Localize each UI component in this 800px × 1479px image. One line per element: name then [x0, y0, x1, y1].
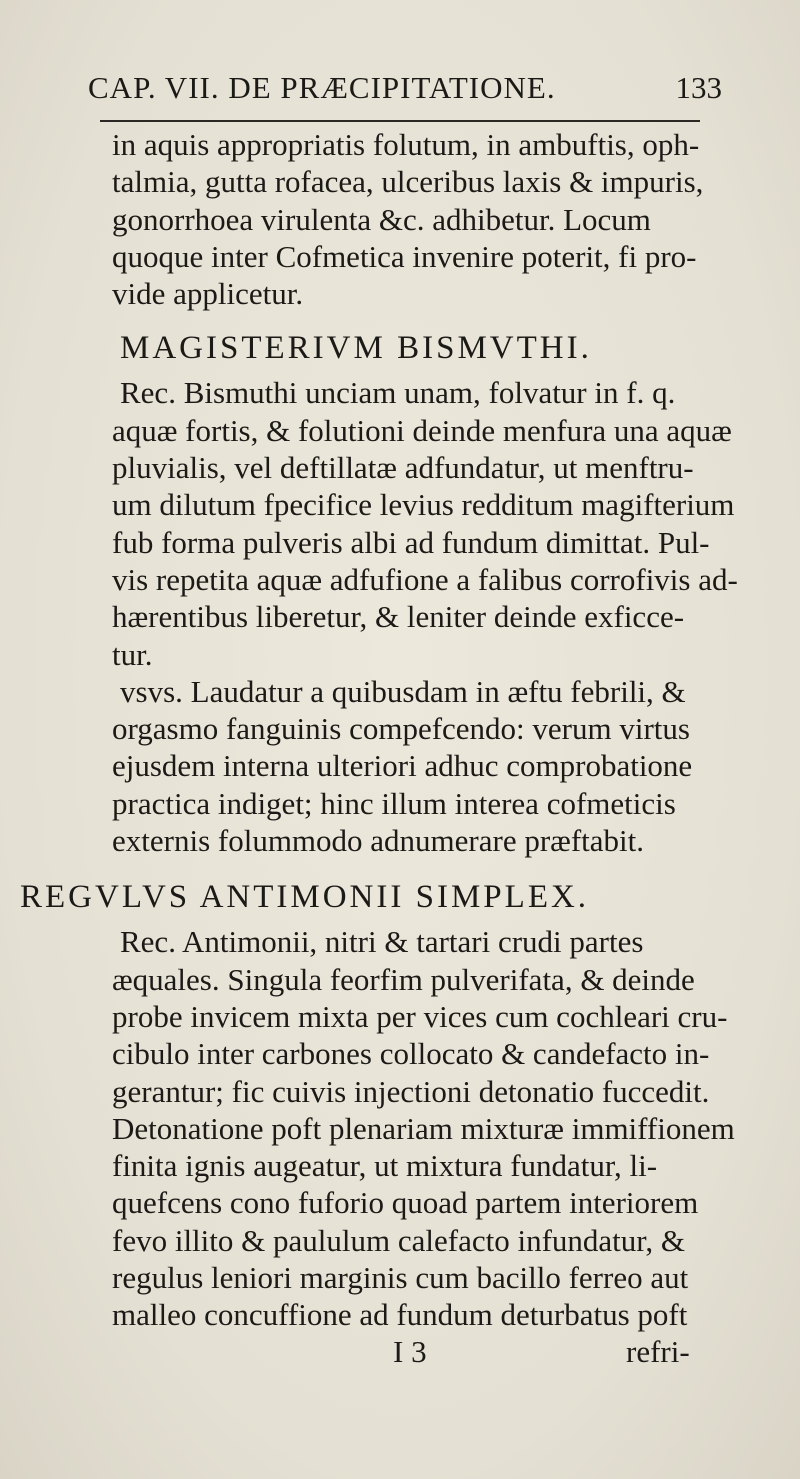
page-footer — [20, 1334, 780, 1371]
page-body — [20, 126, 780, 1371]
text-line: externis folummodo adnumerare præftabit. — [112, 823, 645, 859]
text-line: malleo concuffione ad fundum deturbatus poft — [112, 1297, 688, 1333]
page-number: 133 — [675, 70, 722, 105]
text-line: um dilutum fpecifice levius redditum magifterium — [112, 487, 735, 523]
text-line: pluvialis, vel deftillatæ adfundatur, ut menftru- — [112, 450, 694, 486]
text-line: Rec. Bismuthi unciam unam, folvatur in f. q. — [120, 375, 676, 411]
catchword: refri- — [626, 1333, 690, 1369]
text-line: practica indiget; hinc illum interea cofmeticis — [112, 785, 676, 821]
text-line: vsvs. Laudatur a quibusdam in æftu febrili, & — [120, 673, 686, 709]
section-regulus — [20, 923, 780, 1333]
signature-mark: I 3 — [393, 1333, 427, 1369]
text-line: quoque inter Cofmetica invenire poterit, fi pro- — [112, 238, 697, 274]
text-line: orgasmo fanguinis compefcendo: verum virtus — [112, 711, 690, 747]
section-heading-regulus: REGVLVS ANTIMONII SIMPLEX. — [20, 879, 590, 916]
text-line: in aquis appropriatis folutum, in ambuftis, oph- — [112, 127, 700, 162]
text-line: aquæ fortis, & folutioni deinde menfura una aquæ — [112, 412, 732, 448]
section-heading-magisterium: MAGISTERIVM BISMVTHI. — [120, 330, 592, 367]
text-line: fub forma pulveris albi ad fundum dimittat. Pul- — [112, 524, 710, 560]
text-line: talmia, gutta rofacea, ulceribus laxis & impuris, — [112, 164, 704, 200]
text-line: gonorrhoea virulenta &c. adhibetur. Locum — [112, 201, 651, 237]
text-line: vide applicetur. — [112, 276, 304, 312]
text-line: gerantur; fic cuivis injectioni detonatio fuccedit. — [112, 1073, 710, 1109]
text-line: æquales. Singula feorfim pulverifata, & deinde — [112, 961, 695, 997]
text-line: ejusdem interna ulteriori adhuc comprobatione — [112, 748, 693, 784]
header-rule — [100, 120, 700, 122]
section-magisterium — [20, 374, 780, 859]
text-line: Rec. Antimonii, nitri & tartari crudi partes — [120, 924, 644, 960]
text-line: regulus leniori marginis cum bacillo ferreo aut — [112, 1260, 689, 1296]
text-line: fevo illito & paululum calefacto infundatur, & — [112, 1222, 685, 1258]
running-head: CAP. VII. DE PRÆCIPITATIONE. — [88, 70, 556, 105]
opening-paragraph — [20, 126, 780, 312]
text-line: tur. — [112, 636, 153, 672]
text-line: probe invicem mixta per vices cum cochleari cru- — [112, 998, 728, 1034]
text-line: cibulo inter carbones collocato & candefacto in- — [112, 1036, 710, 1072]
text-line: quefcens cono fuforio quoad partem interiorem — [112, 1185, 699, 1221]
text-line: Detonatione poft plenariam mixturæ immiffionem — [112, 1110, 735, 1146]
text-line: vis repetita aquæ adfufione a falibus corrofivis ad- — [112, 561, 738, 597]
text-line: finita ignis augeatur, ut mixtura fundatur, li- — [112, 1148, 658, 1184]
page-header — [88, 70, 722, 112]
text-line: hærentibus liberetur, & leniter deinde exficce- — [112, 599, 685, 635]
